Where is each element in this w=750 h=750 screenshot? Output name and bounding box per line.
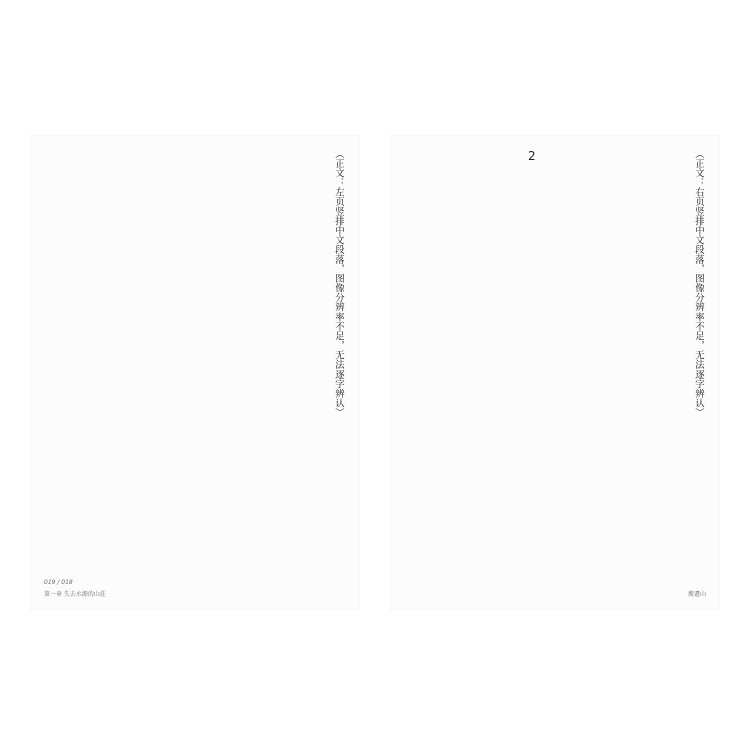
left-page-body: （正文：左页竖排中文段落，图像分辨率不足，无法逐字辨认） <box>333 149 344 418</box>
right-page-footer: 搬遷山 <box>687 591 706 598</box>
section-number: 2 <box>528 149 536 163</box>
left-page-footer <box>44 579 106 598</box>
right-page-body: （正文：右页竖排中文段落，图像分辨率不足，无法逐字辨认） <box>693 149 704 418</box>
page-numbers: 019 / 018 <box>44 579 73 586</box>
book-spread <box>30 135 720 610</box>
right-page <box>390 135 720 610</box>
chapter-title: 第一章 失去水源的山莊 <box>44 591 106 598</box>
left-page <box>30 135 360 610</box>
